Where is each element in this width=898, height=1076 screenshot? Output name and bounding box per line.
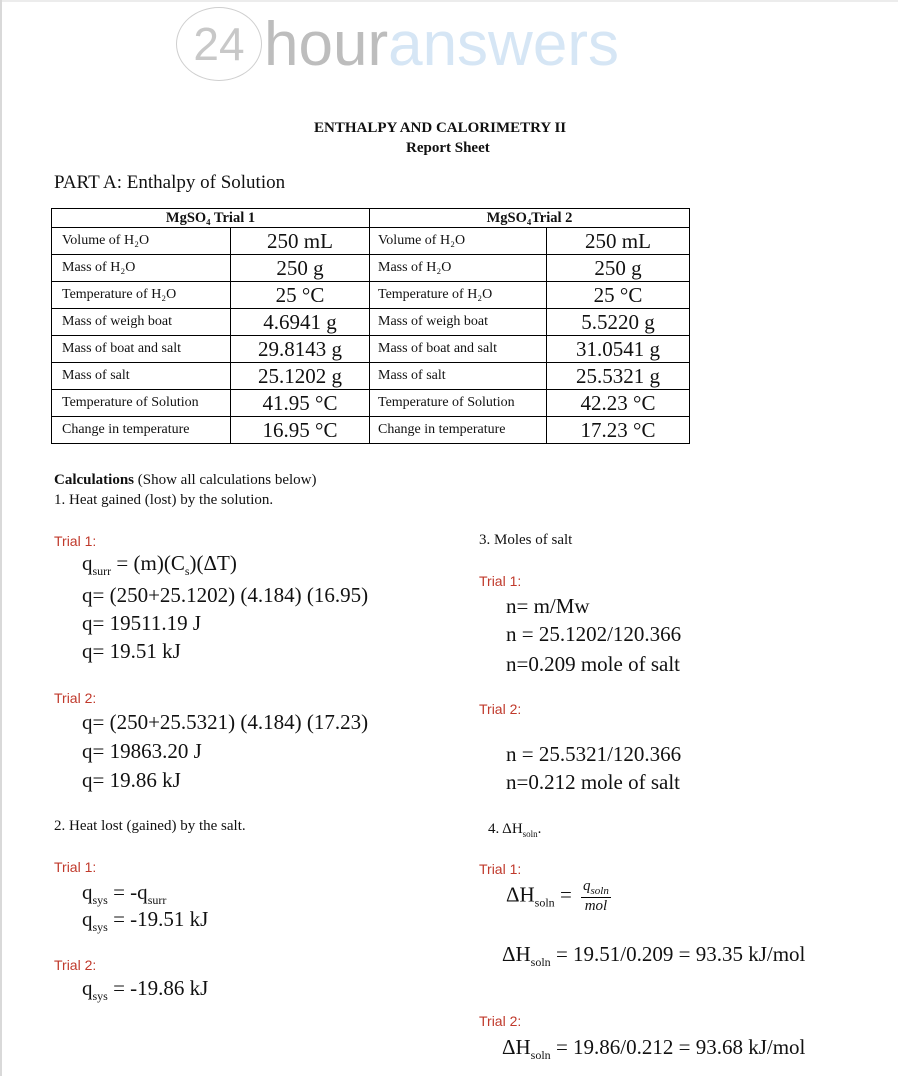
- calculations-bold: Calculations: [54, 472, 135, 488]
- s2-mid: = -q: [107, 880, 148, 904]
- report-title: ENTHALPY AND CALORIMETRY II: [314, 120, 567, 136]
- s4-frac-den: mol: [584, 898, 608, 914]
- table-row: [52, 417, 690, 444]
- calculations-note: (Show all calculations below): [134, 472, 317, 488]
- row-label: Temperature of H₂O: [52, 282, 231, 309]
- s2-q2: q: [82, 907, 93, 931]
- table-header-row: [52, 209, 690, 228]
- question-3: 3. Moles of salt: [479, 532, 573, 548]
- s4-line2: [502, 942, 805, 970]
- trial1-value: 29.8143 g: [231, 336, 370, 363]
- s4-soln-sub3: soln: [530, 1048, 551, 1063]
- s4-formula: [506, 878, 611, 915]
- s2-q3: q: [82, 976, 93, 1000]
- s1-q-sub: surr: [92, 564, 112, 579]
- trial1-value: 41.95 °C: [231, 390, 370, 417]
- trial1-value: 250 mL: [231, 228, 370, 255]
- s4-dh2: ΔH: [502, 942, 531, 966]
- s3-trial1-label: Trial 1:: [479, 573, 522, 589]
- table-row: [52, 363, 690, 390]
- s1-rest: = (m)(C: [111, 551, 185, 575]
- s3-line3: n=0.209 mole of salt: [506, 652, 680, 676]
- trial2-value: 25.5321 g: [547, 363, 690, 390]
- question-4: [488, 821, 541, 839]
- s2-line2: [82, 907, 208, 935]
- row-label: Mass of H₂O: [52, 255, 231, 282]
- trial2-value: 250 mL: [547, 228, 690, 255]
- s3-t2-line1: n = 25.5321/120.366: [506, 742, 682, 766]
- s2-trial1-label: Trial 1:: [54, 859, 97, 875]
- calculations-heading: [54, 472, 316, 489]
- s1-formula: [82, 551, 237, 579]
- trial2-value: 250 g: [547, 255, 690, 282]
- question-2: 2. Heat lost (gained) by the salt.: [54, 818, 246, 834]
- s4-l2-rest: = 19.51/0.209 = 93.35 kJ/mol: [550, 942, 806, 966]
- row-label-trial2: Change in temperature: [370, 417, 547, 444]
- table-row: [52, 336, 690, 363]
- s2-sys-sub: sys: [92, 893, 108, 908]
- s4-frac-num: [581, 878, 611, 898]
- trial1-value: 250 g: [231, 255, 370, 282]
- trial2-header: MgSO₄Trial 2: [370, 209, 690, 228]
- row-label: Volume of H₂O: [52, 228, 231, 255]
- table-row: [52, 390, 690, 417]
- trial2-value: 42.23 °C: [547, 390, 690, 417]
- s1-end: )(ΔT): [189, 551, 237, 575]
- trial2-value: 5.5220 g: [547, 309, 690, 336]
- s1-cs-sub: s: [184, 564, 190, 579]
- row-label: Mass of weigh boat: [52, 309, 231, 336]
- report-subtitle: Report Sheet: [406, 140, 490, 156]
- trial1-value: 16.95 °C: [231, 417, 370, 444]
- s2-surr-sub: surr: [147, 893, 167, 908]
- s4-soln-sub2: soln: [530, 955, 551, 970]
- q4-prefix: 4. ΔH: [488, 821, 523, 837]
- s4-t2-rest: = 19.86/0.212 = 93.68 kJ/mol: [550, 1035, 806, 1059]
- s1-t2-line3: q= 19.86 kJ: [82, 768, 181, 792]
- row-label: Mass of boat and salt: [52, 336, 231, 363]
- s1-trial2-label: Trial 2:: [54, 690, 97, 706]
- s3-t2-line2: n=0.212 mole of salt: [506, 770, 680, 794]
- s4-dh: ΔH: [506, 882, 535, 907]
- s1-line4: q= 19.51 kJ: [82, 639, 181, 663]
- row-label-trial2: Mass of boat and salt: [370, 336, 547, 363]
- data-table: [51, 208, 690, 444]
- table-row: [52, 228, 690, 255]
- s4-t2-line: [502, 1035, 805, 1063]
- row-label: Change in temperature: [52, 417, 231, 444]
- s4-frac-q: q: [583, 878, 591, 894]
- watermark-number: 24: [176, 7, 262, 81]
- trial1-value: 25.1202 g: [231, 363, 370, 390]
- s2-sys-sub3: sys: [92, 989, 108, 1004]
- s1-q: q: [82, 551, 93, 575]
- row-label-trial2: Volume of H₂O: [370, 228, 547, 255]
- row-label-trial2: Temperature of Solution: [370, 390, 547, 417]
- s1-t2-line1: q= (250+25.5321) (4.184) (17.23): [82, 710, 369, 734]
- question-1: 1. Heat gained (lost) by the solution.: [54, 492, 274, 508]
- left-rule: [0, 0, 2, 1076]
- s4-frac-q-sub: soln: [590, 885, 609, 897]
- s4-eq: =: [554, 882, 578, 907]
- s2-sys-sub2: sys: [92, 920, 108, 935]
- s4-fraction: [581, 878, 611, 915]
- row-label-trial2: Mass of weigh boat: [370, 309, 547, 336]
- row-label-trial2: Mass of H₂O: [370, 255, 547, 282]
- s3-trial2-label: Trial 2:: [479, 701, 522, 717]
- s3-line1: n= m/Mw: [506, 594, 590, 618]
- row-label: Mass of salt: [52, 363, 231, 390]
- s2-q: q: [82, 880, 93, 904]
- watermark-word-answers: answers: [388, 9, 619, 79]
- watermark-logo: [176, 4, 619, 84]
- row-label-trial2: Temperature of H₂O: [370, 282, 547, 309]
- s1-line3: q= 19511.19 J: [82, 611, 201, 635]
- part-a-heading: PART A: Enthalpy of Solution: [54, 172, 286, 193]
- s3-line2: n = 25.1202/120.366: [506, 622, 682, 646]
- s1-line2: q= (250+25.1202) (4.184) (16.95): [82, 583, 369, 607]
- trial1-value: 4.6941 g: [231, 309, 370, 336]
- trial2-value: 25 °C: [547, 282, 690, 309]
- s2-t2-rest: = -19.86 kJ: [107, 976, 209, 1000]
- row-label: Temperature of Solution: [52, 390, 231, 417]
- s2-t2-line: [82, 976, 208, 1004]
- trial2-value: 31.0541 g: [547, 336, 690, 363]
- s1-t2-line2: q= 19863.20 J: [82, 739, 202, 763]
- trial2-value: 17.23 °C: [547, 417, 690, 444]
- watermark-word-hour: hour: [264, 9, 389, 79]
- s4-trial1-label: Trial 1:: [479, 861, 522, 877]
- s4-soln-sub: soln: [534, 895, 555, 910]
- table-row: [52, 309, 690, 336]
- s4-dh3: ΔH: [502, 1035, 531, 1059]
- table-row: [52, 282, 690, 309]
- q4-sub: soln: [522, 829, 538, 839]
- s2-trial2-label: Trial 2:: [54, 957, 97, 973]
- row-label-trial2: Mass of salt: [370, 363, 547, 390]
- q4-suffix: .: [537, 821, 542, 837]
- top-rule: [0, 0, 898, 2]
- table-row: [52, 255, 690, 282]
- s1-trial1-label: Trial 1:: [54, 533, 97, 549]
- s2-line1: [82, 880, 166, 908]
- trial1-value: 25 °C: [231, 282, 370, 309]
- s2-l2-rest: = -19.51 kJ: [107, 907, 209, 931]
- trial1-header: MgSO₄ Trial 1: [52, 209, 370, 228]
- s4-trial2-label: Trial 2:: [479, 1013, 522, 1029]
